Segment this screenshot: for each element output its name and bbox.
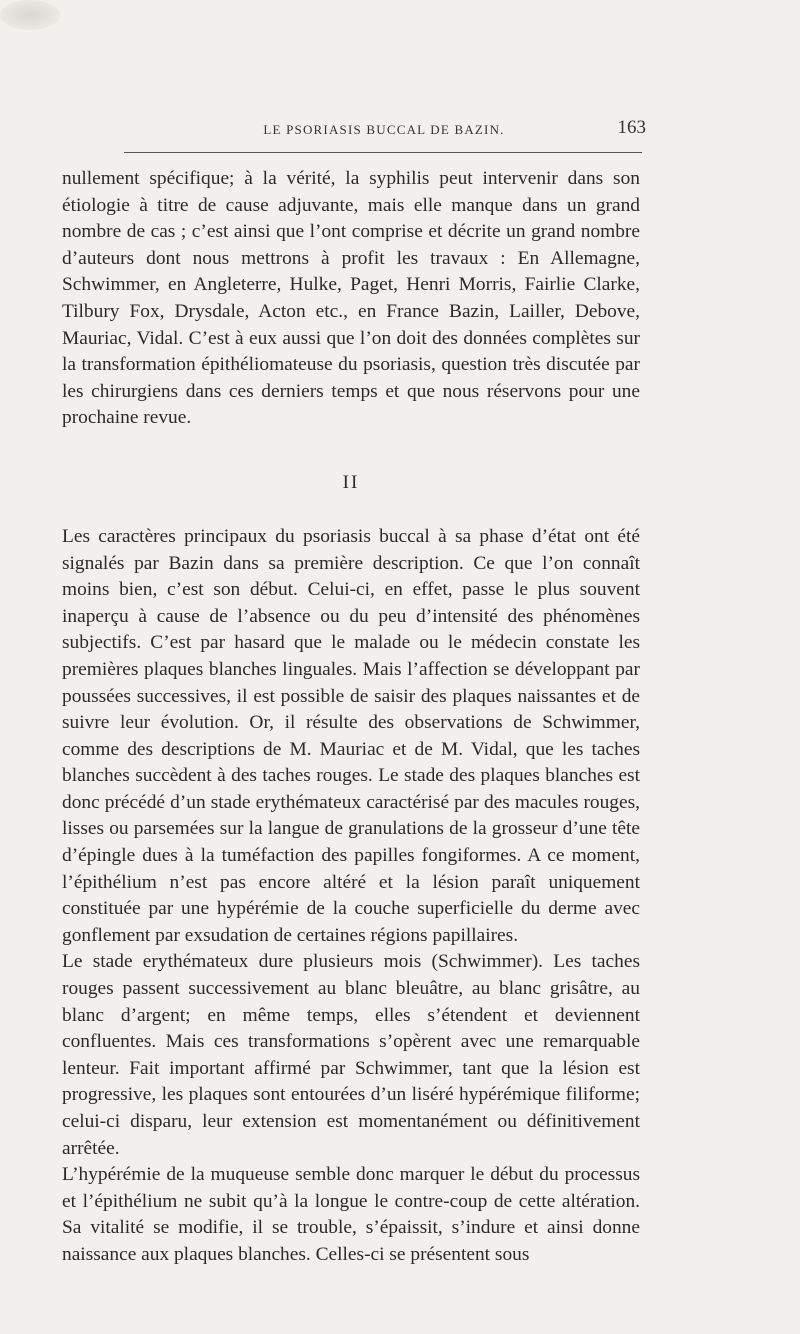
section-spacer-bottom <box>62 496 640 524</box>
section-spacer-top <box>62 432 640 470</box>
running-title: LE PSORIASIS BUCCAL DE BAZIN. <box>263 122 505 137</box>
running-head <box>122 119 646 143</box>
paper-stain <box>0 0 60 30</box>
paragraph-2: Les caractères principaux du psoriasis buccal à sa phase d’état ont été signalés par Bazin dans sa première description. Ce que l’on connaît moins bien, c’est son début. Celui-ci, en effet, passe le plus souvent inaperçu à cause de l’absence ou du peu d’intensité des phénomènes subjectifs. C’est par hasard que le malade ou le médecin constate les premières plaques blanches linguales. Mais l’affection se développant par poussées successives, il est possible de saisir des plaques naissantes et de suivre leur évolution. Or, il résulte des observations de Schwimmer, comme des descriptions de M. Mauriac et de M. Vidal, que les taches blanches succèdent à des taches rouges. Le stade des plaques blanches est donc précédé d’un stade erythémateux caractérisé par des macules rouges, lisses ou parsemées sur la langue de granulations de la grosseur d’une tête d’épingle dues à la tuméfaction des papilles fongiformes. A ce moment, l’épithélium n’est pas encore altéré et la lésion paraît uniquement constituée par une hypérémie de la couche superficielle du derme avec gonflement par exsudation de certaines régions papillaires. <box>62 525 640 946</box>
paragraph-3: Le stade erythémateux dure plusieurs mois (Schwimmer). Les taches rouges passent successivement au blanc bleuâtre, au blanc grisâtre, au blanc d’argent; en même temps, elles s’étendent et deviennent confluentes. Mais ces transformations s’opèrent avec une remarquable lenteur. Fait important affirmé par Schwimmer, tant que la lésion est progressive, les plaques sont entourées d’un liséré hypérémique filiforme; celui-ci disparu, leur extension est momentanément ou définitivement arrêtée. <box>62 951 640 1159</box>
paragraph-1: nullement spécifique; à la vérité, la syphilis peut intervenir dans son étiologie à titre de cause adjuvante, mais elle manque dans un grand nombre de cas ; c’est ainsi que l’ont comprise et décrite un grand nombre d’auteurs dont nous mettrons à profit les travaux : En Allemagne, Schwimmer, en Angleterre, Hulke, Paget, Henri Morris, Fairlie Clarke, Tilbury Fox, Drysdale, Acton etc., en France Bazin, Lailler, Debove, Mauriac, Vidal. C’est à eux aussi que l’on doit des données complètes sur la transformation épithéliomateuse du psoriasis, question très discutée par les chirurgiens dans ces derniers temps et que nous réservons pour une prochaine revue. <box>62 168 640 429</box>
header-rule <box>124 152 642 153</box>
paragraph-4: L’hypérémie de la muqueuse semble donc marquer le début du processus et l’épithélium ne subit qu’à la longue le contre-coup de cette altération. Sa vitalité se modifie, il se trouble, s’épaissit, s’indure et ainsi donne naissance aux plaques blanches. Celles-ci se présentent sous <box>62 1164 640 1265</box>
body-text <box>62 166 640 1269</box>
section-heading: II <box>342 471 360 493</box>
page-number: 163 <box>617 117 646 138</box>
